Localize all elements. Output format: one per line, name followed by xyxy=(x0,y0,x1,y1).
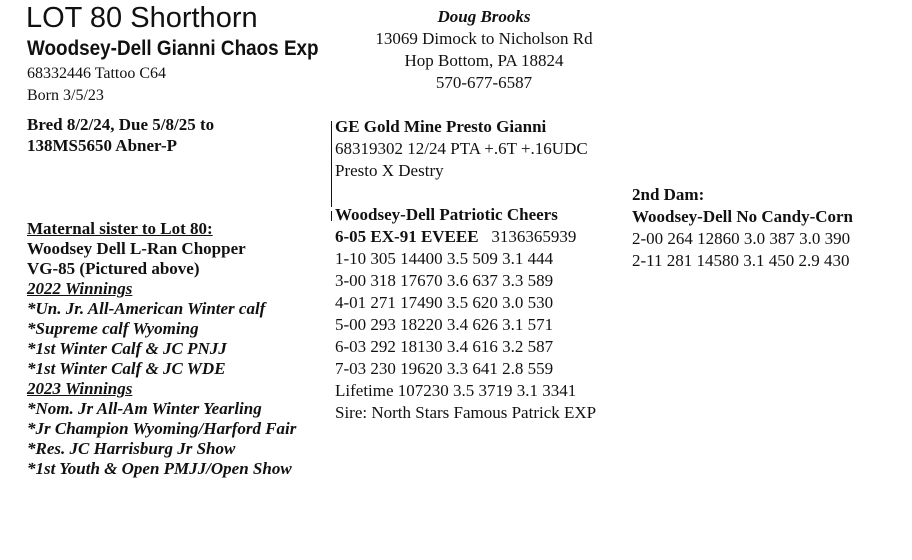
dam-section xyxy=(335,204,596,424)
winnings-2022-item: *1st Winter Calf & JC PNJJ xyxy=(27,339,227,358)
pedigree-bracket-line xyxy=(331,121,332,207)
dam-record: 6-03 292 18130 3.4 616 3.2 587 xyxy=(335,337,554,356)
dam-sire-line: Sire: North Stars Famous Patrick EXP xyxy=(335,403,597,422)
owner-address-line-2: Hop Bottom, PA 18824 xyxy=(404,51,564,70)
bred-line-1: Bred 8/2/24, Due 5/8/25 to xyxy=(27,115,215,134)
owner-name: Doug Brooks xyxy=(437,7,531,26)
dam-reg-number: 3136365939 xyxy=(491,227,577,246)
animal-name: Woodsey-Dell Gianni Chaos Exp xyxy=(27,37,319,60)
winnings-2022-item: *1st Winter Calf & JC WDE xyxy=(27,359,226,378)
winnings-2022-item: *Un. Jr. All-American Winter calf xyxy=(27,299,266,318)
winnings-2022-item: *Supreme calf Wyoming xyxy=(27,319,199,338)
dam-classification: 6-05 EX-91 EVEEE xyxy=(335,227,479,246)
second-dam-record: 2-00 264 12860 3.0 387 3.0 390 xyxy=(632,229,851,248)
dam-record: 3-00 318 17670 3.6 637 3.3 589 xyxy=(335,271,554,290)
breeding-info xyxy=(27,114,214,156)
lot-title: LOT 80 Shorthorn xyxy=(26,2,258,34)
second-dam-record: 2-11 281 14580 3.1 450 2.9 430 xyxy=(632,251,850,270)
maternal-sister-name: Woodsey Dell L-Ran Chopper xyxy=(27,239,246,258)
second-dam-section xyxy=(632,184,853,272)
owner-contact xyxy=(364,6,604,94)
dam-record: 1-10 305 14400 3.5 509 3.1 444 xyxy=(335,249,554,268)
winnings-2023-item: *Jr Champion Wyoming/Harford Fair xyxy=(27,419,297,438)
second-dam-heading: 2nd Dam: xyxy=(632,185,705,204)
birth-date: Born 3/5/23 xyxy=(27,87,104,104)
owner-address-line-1: 13069 Dimock to Nicholson Rd xyxy=(375,29,593,48)
pedigree-bracket-tick xyxy=(331,211,332,221)
dam-lifetime: Lifetime 107230 3.5 3719 3.1 3341 xyxy=(335,381,577,400)
winnings-2023-item: *1st Youth & Open PMJJ/Open Show xyxy=(27,459,292,478)
sire-section xyxy=(335,116,588,182)
owner-phone: 570-677-6587 xyxy=(435,73,533,92)
sire-pedigree: Presto X Destry xyxy=(335,161,444,180)
winnings-2023-item: *Nom. Jr All-Am Winter Yearling xyxy=(27,399,262,418)
winnings-2023-heading: 2023 Winnings xyxy=(27,379,133,398)
winnings-2023-item: *Res. JC Harrisburg Jr Show xyxy=(27,439,236,458)
bred-line-2: 138MS5650 Abner-P xyxy=(27,136,178,155)
maternal-sister-classification: VG-85 (Pictured above) xyxy=(27,259,200,278)
winnings-2022-heading: 2022 Winnings xyxy=(27,279,133,298)
dam-name: Woodsey-Dell Patriotic Cheers xyxy=(335,205,558,224)
second-dam-name: Woodsey-Dell No Candy-Corn xyxy=(632,207,854,226)
dam-record: 5-00 293 18220 3.4 626 3.1 571 xyxy=(335,315,554,334)
maternal-sister-section xyxy=(27,219,296,479)
sire-info: 68319302 12/24 PTA +.6T +.16UDC xyxy=(335,139,588,158)
dam-record: 4-01 271 17490 3.5 620 3.0 530 xyxy=(335,293,554,312)
dam-classification-line xyxy=(335,226,596,248)
maternal-sister-heading: Maternal sister to Lot 80: xyxy=(27,219,213,238)
dam-record: 7-03 230 19620 3.3 641 2.8 559 xyxy=(335,359,554,378)
registration-tattoo: 68332446 Tattoo C64 xyxy=(27,65,167,82)
sire-name: GE Gold Mine Presto Gianni xyxy=(335,117,547,136)
